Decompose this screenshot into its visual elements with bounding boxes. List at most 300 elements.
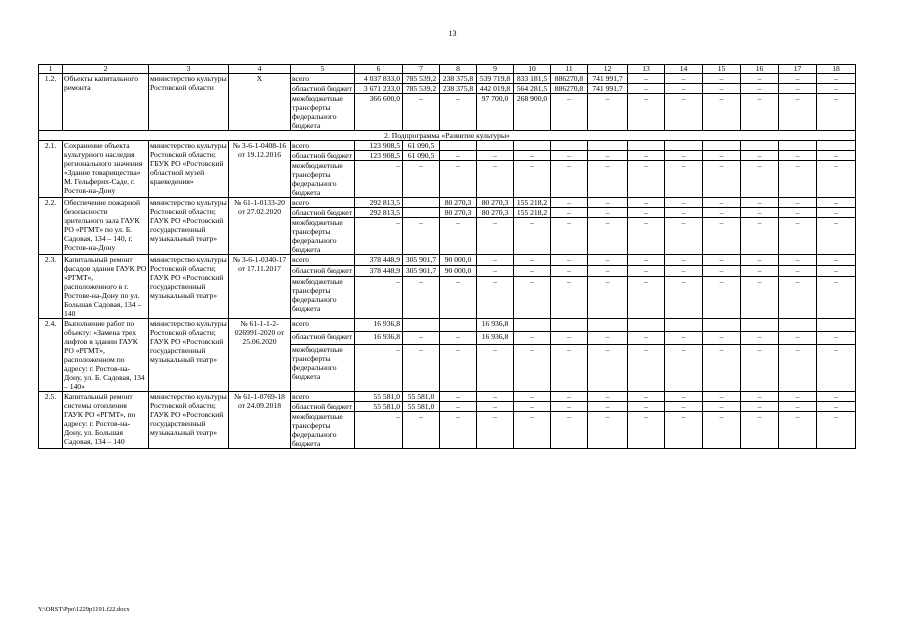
value-cell: – [817,331,856,344]
value-cell: – [703,198,741,208]
value-cell: – [741,344,779,391]
value-cell: – [355,277,403,319]
value-cell: – [703,218,741,255]
value-cell: – [588,277,628,319]
document-number: № 61-1-1-2-026991-2020 от 25.06.2020 [229,319,291,392]
page-number: 13 [448,29,457,38]
value-cell: – [665,392,703,402]
value-cell: – [440,402,477,412]
value-cell: 80 270,3 [440,208,477,218]
value-cell: – [817,94,856,131]
value-cell: – [551,255,588,266]
value-cell: – [703,331,741,344]
value-cell: – [665,331,703,344]
value-cell: – [741,255,779,266]
value-cell: – [779,161,817,198]
value-cell: – [779,392,817,402]
value-cell: – [551,94,588,131]
row-number: 1.2. [39,74,63,131]
value-cell: – [588,331,628,344]
row-number: 2.4. [39,319,63,392]
value-cell: – [440,151,477,161]
value-cell: 90 000,0 [440,266,477,277]
value-cell: – [514,255,551,266]
column-number: 1 [39,65,63,74]
value-cell: – [703,344,741,391]
column-number: 11 [551,65,588,74]
value-cell [477,141,514,151]
value-cell [551,319,588,332]
value-cell: – [551,402,588,412]
document-number: Х [229,74,291,131]
value-cell: – [741,412,779,449]
value-cell: – [477,255,514,266]
value-cell: – [817,151,856,161]
value-cell: – [703,277,741,319]
value-cell: – [741,392,779,402]
value-cell: – [665,208,703,218]
value-cell: – [817,74,856,84]
value-cell: 268 900,0 [514,94,551,131]
value-cell: – [741,84,779,94]
value-cell: – [628,161,665,198]
value-cell: – [703,266,741,277]
value-cell: – [817,218,856,255]
value-cell [703,141,741,151]
object-name: Капитальный ремонт фасадов здания ГАУК РО «РГМТ», расположенного в г. Ростове-на-Дону по ул. Большая Садовая, 134 – 140 [63,255,149,319]
value-cell: – [703,161,741,198]
column-number: 3 [149,65,229,74]
column-number: 9 [477,65,514,74]
funding-source: областной бюджет [291,266,355,277]
funding-source: межбюджетные трансферты федерального бюджета [291,412,355,449]
column-number: 6 [355,65,403,74]
value-cell: – [628,344,665,391]
funding-source: областной бюджет [291,208,355,218]
value-cell: – [588,94,628,131]
value-cell: – [514,266,551,277]
value-cell: – [440,412,477,449]
value-cell: 442 019,8 [477,84,514,94]
value-cell: – [628,277,665,319]
value-cell: – [703,84,741,94]
value-cell: – [477,277,514,319]
value-cell: – [514,277,551,319]
column-number-row [39,65,856,74]
value-cell: – [477,402,514,412]
column-number: 7 [403,65,440,74]
value-cell: – [817,255,856,266]
value-cell: – [403,277,440,319]
value-cell: 741 991,7 [588,74,628,84]
value-cell [440,141,477,151]
value-cell: – [588,255,628,266]
value-cell: – [514,161,551,198]
value-cell: – [703,151,741,161]
value-cell: 55 581,0 [355,402,403,412]
table-row [39,74,856,84]
value-cell: 155 218,2 [514,208,551,218]
value-cell: – [440,218,477,255]
value-cell: – [477,161,514,198]
funding-source: областной бюджет [291,331,355,344]
value-cell: 155 218,2 [514,198,551,208]
value-cell [588,141,628,151]
table-row [39,255,856,266]
value-cell: – [703,208,741,218]
value-cell: – [779,218,817,255]
value-cell: – [779,151,817,161]
value-cell: – [703,255,741,266]
value-cell: – [551,198,588,208]
value-cell: – [817,412,856,449]
value-cell: 55 581,0 [403,402,440,412]
value-cell: – [779,198,817,208]
value-cell [741,319,779,332]
value-cell: – [779,412,817,449]
value-cell: – [588,344,628,391]
value-cell: – [514,392,551,402]
value-cell: – [514,402,551,412]
value-cell: – [551,266,588,277]
value-cell: – [551,412,588,449]
column-number: 2 [63,65,149,74]
table-row [39,198,856,208]
funding-source: областной бюджет [291,84,355,94]
value-cell: 4 037 833,0 [355,74,403,84]
document-number: № 61-1-0769-18 от 24.09.2018 [229,392,291,449]
value-cell: – [779,331,817,344]
value-cell: – [403,161,440,198]
value-cell [403,319,440,332]
value-cell: 378 448,9 [355,255,403,266]
value-cell: – [551,218,588,255]
value-cell: 238 375,8 [440,84,477,94]
value-cell: – [355,161,403,198]
column-number: 13 [628,65,665,74]
value-cell: – [817,402,856,412]
value-cell: 80 270,3 [477,208,514,218]
value-cell: – [403,218,440,255]
value-cell: – [628,402,665,412]
value-cell: – [628,331,665,344]
value-cell: – [628,255,665,266]
value-cell: – [665,255,703,266]
object-name: Объекты капитального ремонта [63,74,149,131]
document-file-path: Y:\ORST\Ppo\1229p1191.f22.docx [38,606,130,613]
value-cell: – [817,161,856,198]
value-cell: 90 000,0 [440,255,477,266]
value-cell: – [665,198,703,208]
value-cell: – [703,402,741,412]
value-cell: – [440,94,477,131]
value-cell: – [779,208,817,218]
table-body [39,65,856,449]
funding-source: всего [291,141,355,151]
value-cell [514,319,551,332]
value-cell: 16 936,8 [477,331,514,344]
value-cell: – [779,255,817,266]
table-row [39,141,856,151]
value-cell [551,141,588,151]
value-cell: – [665,94,703,131]
value-cell [741,141,779,151]
value-cell: – [628,198,665,208]
column-number: 16 [741,65,779,74]
funding-source: всего [291,255,355,266]
value-cell: 61 090,5 [403,141,440,151]
value-cell [403,198,440,208]
value-cell: – [403,412,440,449]
value-cell: – [741,266,779,277]
value-cell: – [665,74,703,84]
value-cell: 16 936,8 [477,319,514,332]
funding-source: всего [291,392,355,402]
value-cell: 564 281,5 [514,84,551,94]
column-number: 12 [588,65,628,74]
value-cell: – [514,412,551,449]
value-cell: 785 539,2 [403,74,440,84]
table-row [39,319,856,332]
value-cell: 833 181,5 [514,74,551,84]
value-cell: – [628,94,665,131]
value-cell: – [588,218,628,255]
value-cell: – [665,277,703,319]
value-cell: – [355,344,403,391]
value-cell: – [440,277,477,319]
value-cell: – [514,218,551,255]
value-cell: – [628,74,665,84]
value-cell: – [440,331,477,344]
value-cell: – [741,218,779,255]
value-cell [514,141,551,151]
budget-table [38,64,856,449]
funding-source: межбюджетные трансферты федерального бюджета [291,344,355,391]
executor-name: министерство культуры Ростовской области [149,74,229,131]
value-cell: – [665,344,703,391]
value-cell: 16 936,8 [355,331,403,344]
value-cell [779,319,817,332]
value-cell: – [628,266,665,277]
executor-name: министерство культуры Ростовской области; ГБУК РО «Ростовский областной музей краеведения» [149,141,229,198]
value-cell: – [665,161,703,198]
value-cell [628,319,665,332]
value-cell: – [514,344,551,391]
value-cell [665,141,703,151]
value-cell [628,141,665,151]
value-cell: – [741,94,779,131]
column-number: 14 [665,65,703,74]
value-cell: – [628,208,665,218]
value-cell: – [588,208,628,218]
value-cell: – [477,151,514,161]
table-row [39,392,856,402]
value-cell: – [403,331,440,344]
value-cell: – [440,344,477,391]
value-cell: – [741,198,779,208]
value-cell: 378 448,9 [355,266,403,277]
value-cell: – [440,161,477,198]
value-cell: – [779,94,817,131]
object-name: Капитальный ремонт системы отопления ГАУК РО «РГМТ», по адресу: г. Ростов-на-Дону, ул. Большая Садовая, 134 – 140 [63,392,149,449]
value-cell: – [477,344,514,391]
value-cell: – [703,392,741,402]
value-cell: – [741,161,779,198]
row-number: 2.3. [39,255,63,319]
section-row [39,131,856,141]
value-cell: – [741,402,779,412]
value-cell: – [551,208,588,218]
column-number: 10 [514,65,551,74]
value-cell: – [741,74,779,84]
value-cell: – [741,277,779,319]
value-cell: – [477,218,514,255]
document-number: № 3-6-1-0408-16 от 19.12.2016 [229,141,291,198]
value-cell: 366 600,0 [355,94,403,131]
value-cell: – [588,198,628,208]
value-cell: – [817,208,856,218]
value-cell [817,319,856,332]
value-cell: 80 270,3 [477,198,514,208]
value-cell: 305 901,7 [403,266,440,277]
funding-source: всего [291,74,355,84]
object-name: Обеспечение пожарной безопасности зрительного зала ГАУК РО «РГМТ» по ул. Б. Садовая, 134 – 140, г. Ростов-на-Дону [63,198,149,255]
value-cell: – [551,331,588,344]
object-name: Сохранение объекта культурного наследия регионального значения «Здание товарищества» М. Гельферих-Саде, г. Ростов-на-Дону [63,141,149,198]
value-cell: – [403,94,440,131]
value-cell: – [817,198,856,208]
value-cell: – [741,151,779,161]
value-cell: 3 671 233,0 [355,84,403,94]
value-cell: – [628,392,665,402]
value-cell: – [741,331,779,344]
value-cell: – [628,218,665,255]
value-cell: – [817,392,856,402]
column-number: 4 [229,65,291,74]
value-cell [440,319,477,332]
executor-name: министерство культуры Ростовской области; ГАУК РО «Ростовский государственный музыкальный театр» [149,255,229,319]
value-cell: – [779,266,817,277]
value-cell: – [779,277,817,319]
funding-source: межбюджетные трансферты федерального бюджета [291,218,355,255]
funding-source: областной бюджет [291,151,355,161]
value-cell: – [779,74,817,84]
value-cell: – [703,74,741,84]
value-cell: 97 700,0 [477,94,514,131]
value-cell: 785 539,2 [403,84,440,94]
value-cell: – [477,392,514,402]
value-cell: – [817,84,856,94]
value-cell: – [355,218,403,255]
value-cell [817,141,856,151]
value-cell: 123 908,5 [355,141,403,151]
value-cell: – [817,344,856,391]
value-cell: – [403,344,440,391]
value-cell: 539 719,8 [477,74,514,84]
value-cell [779,141,817,151]
value-cell: – [551,277,588,319]
value-cell: – [665,412,703,449]
column-number: 5 [291,65,355,74]
value-cell [588,319,628,332]
column-number: 15 [703,65,741,74]
value-cell: 80 270,3 [440,198,477,208]
value-cell: – [477,266,514,277]
value-cell: – [628,151,665,161]
value-cell: – [355,412,403,449]
row-number: 2.5. [39,392,63,449]
section-title: 2. Подпрограмма «Развитие культуры» [39,131,856,141]
value-cell: – [703,412,741,449]
value-cell [403,208,440,218]
value-cell: – [440,392,477,402]
value-cell: 55 581,0 [355,392,403,402]
column-number: 8 [440,65,477,74]
value-cell: – [779,344,817,391]
value-cell: – [588,161,628,198]
value-cell: 886270,8 [551,84,588,94]
funding-source: всего [291,198,355,208]
value-cell: – [514,331,551,344]
value-cell: – [588,151,628,161]
value-cell: 292 813,5 [355,198,403,208]
value-cell: – [588,412,628,449]
value-cell: – [817,266,856,277]
value-cell: – [703,94,741,131]
document-number: № 61-1-0133-20 от 27.02.2020 [229,198,291,255]
value-cell: – [741,208,779,218]
value-cell: 292 813,5 [355,208,403,218]
value-cell: – [551,151,588,161]
funding-source: межбюджетные трансферты федерального бюджета [291,94,355,131]
value-cell: 886270,8 [551,74,588,84]
value-cell [665,319,703,332]
column-number: 18 [817,65,856,74]
value-cell: 238 375,8 [440,74,477,84]
funding-source: всего [291,319,355,332]
value-cell: 741 991,7 [588,84,628,94]
value-cell: 123 908,5 [355,151,403,161]
value-cell: – [665,84,703,94]
value-cell [703,319,741,332]
executor-name: министерство культуры Ростовской области; ГАУК РО «Ростовский государственный музыкальный театр» [149,198,229,255]
value-cell: – [665,402,703,412]
value-cell: – [551,392,588,402]
object-name: Выполнение работ по объекту: «Замена трех лифтов в здании ГАУК РО «РГМТ», расположенном по адресу: г. Ростов-на-Дону, ул. Б. Садовая, 134 – 140» [63,319,149,392]
value-cell: – [779,402,817,412]
value-cell: – [628,412,665,449]
value-cell: – [551,344,588,391]
executor-name: министерство культуры Ростовской области; ГАУК РО «Ростовский государственный музыкальный театр» [149,319,229,392]
value-cell: – [588,392,628,402]
column-number: 17 [779,65,817,74]
executor-name: министерство культуры Ростовской области; ГАУК РО «Ростовский государственный музыкальный театр» [149,392,229,449]
funding-source: областной бюджет [291,402,355,412]
value-cell: – [817,277,856,319]
value-cell: – [551,161,588,198]
document-number: № 3-6-1-0340-17 от 17.11.2017 [229,255,291,319]
value-cell: – [665,218,703,255]
funding-source: межбюджетные трансферты федерального бюджета [291,277,355,319]
value-cell: – [588,266,628,277]
value-cell: – [665,266,703,277]
value-cell: 305 901,7 [403,255,440,266]
value-cell: – [779,84,817,94]
value-cell: 55 581,0 [403,392,440,402]
value-cell: 61 090,5 [403,151,440,161]
value-cell: – [477,412,514,449]
funding-source: межбюджетные трансферты федерального бюджета [291,161,355,198]
